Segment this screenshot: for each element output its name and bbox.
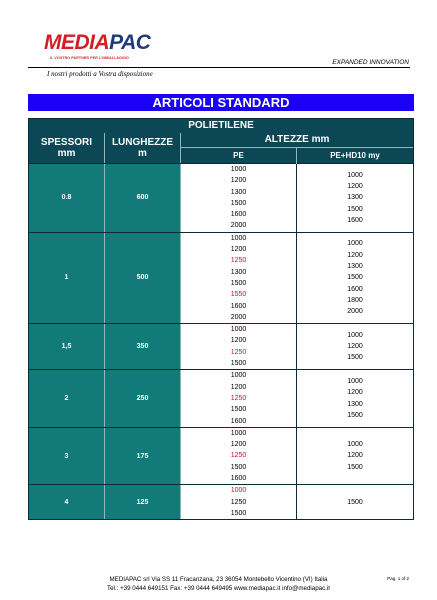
pe-value: 1000 <box>230 234 247 242</box>
cell-pehd-values <box>297 370 413 426</box>
pehd-value: 1300 <box>347 194 363 202</box>
cell-lunghezza: 500 <box>105 233 181 323</box>
cell-lunghezza: 175 <box>105 428 181 484</box>
pe-value: 1250 <box>230 394 247 402</box>
table-row <box>29 427 413 484</box>
pehd-value: 1200 <box>347 452 363 460</box>
cell-spessore: 2 <box>29 370 105 426</box>
pehd-value: 1200 <box>347 389 363 397</box>
cell-pehd-values <box>297 428 413 484</box>
page-number: Pag. 1 of 2 <box>387 576 409 581</box>
logo-tagline: IL VOSTRO PARTNER PER L'IMBALLAGGIO <box>50 56 129 60</box>
table-row <box>29 323 413 369</box>
cell-spessore: 0.8 <box>29 164 105 232</box>
pe-value: 1300 <box>230 188 247 196</box>
pe-value: 1200 <box>230 246 247 254</box>
cell-pehd-values <box>297 324 413 369</box>
cell-spessore: 1 <box>29 233 105 323</box>
cell-pe-values <box>181 485 297 519</box>
pe-value: 1500 <box>230 406 247 414</box>
pe-value: 1000 <box>230 429 247 437</box>
pe-value: 1250 <box>230 348 247 356</box>
pehd-value: 1500 <box>347 354 363 362</box>
pe-value: 1500 <box>230 360 247 368</box>
pe-value: 1200 <box>230 337 247 345</box>
cell-pe-values <box>181 428 297 484</box>
table-row <box>29 369 413 426</box>
table-header <box>29 133 413 163</box>
pehd-value: 1800 <box>347 296 363 304</box>
pehd-value: 1200 <box>347 182 363 190</box>
header-altezze-title: ALTEZZE mm <box>264 134 330 145</box>
pehd-value: 1200 <box>347 343 363 351</box>
cell-lunghezza: 600 <box>105 164 181 232</box>
page-title-banner: ARTICOLI STANDARD <box>28 94 414 111</box>
pe-value: 1000 <box>230 166 247 173</box>
pe-value: 1500 <box>230 509 247 517</box>
header-divider <box>28 67 410 68</box>
pehd-value: 1000 <box>347 377 363 385</box>
pehd-value: 1500 <box>347 205 363 213</box>
pehd-value: 1200 <box>347 251 363 259</box>
pehd-value: 1500 <box>347 463 363 471</box>
pe-value: 1250 <box>230 498 247 506</box>
header-pe: PE <box>181 148 297 164</box>
pe-value: 1500 <box>230 279 247 287</box>
cell-pe-values <box>181 164 297 232</box>
pehd-value: 1500 <box>347 498 363 506</box>
table-body <box>29 163 413 519</box>
cell-spessore: 3 <box>29 428 105 484</box>
pehd-value: 1000 <box>347 331 363 339</box>
pe-value: 1550 <box>230 291 247 299</box>
pe-value: 1500 <box>230 463 247 471</box>
pehd-value: 1600 <box>347 216 363 224</box>
expanded-innovation-label: EXPANDED INNOVATION <box>332 59 409 66</box>
pe-value: 1600 <box>230 417 247 425</box>
group-title: POLIETILENE <box>29 119 413 133</box>
cell-pe-values <box>181 233 297 323</box>
pe-value: 1250 <box>230 257 247 265</box>
header-spessori: SPESSORI mm <box>29 133 105 163</box>
pehd-value: 1500 <box>347 274 363 282</box>
header-altezze <box>181 133 413 163</box>
pe-value: 1600 <box>230 211 247 219</box>
cell-spessore: 1,5 <box>29 324 105 369</box>
pe-value: 1300 <box>230 268 247 276</box>
cell-lunghezza: 125 <box>105 485 181 519</box>
pe-value: 1600 <box>230 302 247 310</box>
header-pehd: PE+HD10 my <box>330 151 380 160</box>
pe-value: 1000 <box>230 326 247 334</box>
articles-table <box>28 118 414 520</box>
pe-value: 1500 <box>230 199 247 207</box>
cell-lunghezza: 350 <box>105 324 181 369</box>
pehd-value: 1300 <box>347 263 363 271</box>
pe-value: 1000 <box>230 372 247 380</box>
pe-value: 1600 <box>230 475 247 483</box>
header-lunghezze: LUNGHEZZE m <box>105 133 181 163</box>
mediapac-logo <box>44 32 162 64</box>
footer-contacts: Tel.: +39 0444 649151 Fax: +39 0444 649495 www.mediapac.it info@mediapac.it <box>107 585 330 592</box>
pe-value: 2000 <box>230 222 247 230</box>
pe-value: 2000 <box>230 313 247 321</box>
cell-lunghezza: 250 <box>105 370 181 426</box>
pe-value: 1000 <box>230 487 247 495</box>
pehd-value: 2000 <box>347 308 363 316</box>
pe-value: 1200 <box>230 383 247 391</box>
cell-pehd-values <box>297 485 413 519</box>
pehd-value: 1000 <box>347 171 363 179</box>
pehd-value: 1000 <box>347 441 363 449</box>
pe-value: 1200 <box>230 177 247 185</box>
cell-pe-values <box>181 370 297 426</box>
table-row <box>29 232 413 323</box>
pehd-value: 1300 <box>347 400 363 408</box>
pe-value: 1200 <box>230 441 247 449</box>
cell-pe-values <box>181 324 297 369</box>
pe-value: 1250 <box>230 452 247 460</box>
logo-wordmark: MEDIAPAC <box>44 31 151 54</box>
cell-pehd-values <box>297 164 413 232</box>
cell-pehd-values <box>297 233 413 323</box>
footer-address: MEDIAPAC srl Via SS 11 Fracanzana, 23 36054 Montebello Vicentino (VI) Italia <box>109 576 328 583</box>
pehd-value: 1600 <box>347 285 363 293</box>
pehd-value: 1500 <box>347 411 363 419</box>
table-row <box>29 163 413 232</box>
page-subtitle: I nostri prodotti a Vostra disposizione <box>47 70 153 78</box>
pehd-value: 1000 <box>347 240 363 248</box>
cell-spessore: 4 <box>29 485 105 519</box>
footer <box>0 575 437 593</box>
table-row <box>29 484 413 519</box>
